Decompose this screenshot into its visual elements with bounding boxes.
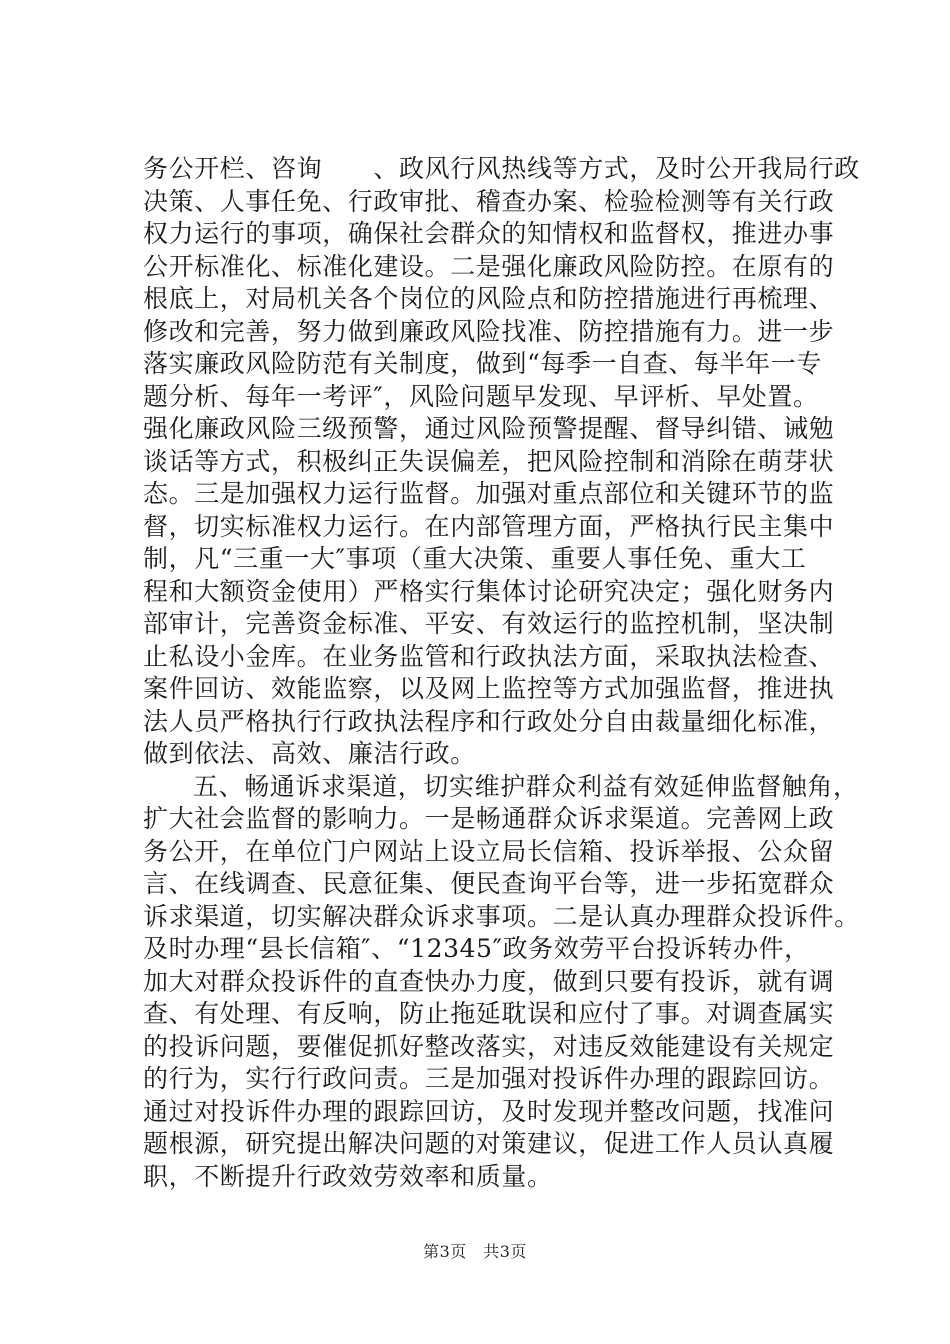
text-line: 务公开栏、咨询 、政风行风热线等方式，及时公开我局行政 [143, 154, 860, 183]
text-line: 落实廉政风险防范有关制度，做到“每季一自查、每半年一专 [143, 349, 822, 378]
section-heading-line: 五、畅通诉求渠道，切实维护群众利益有效延伸监督触角， [193, 771, 859, 801]
text-line: 修改和完善，努力做到廉政风险找准、防控措施有力。进一步 [143, 316, 835, 346]
text-line: 强化廉政风险三级预警，通过风险预警提醒、督导纠错、诫勉 [143, 414, 835, 443]
text-line: 权力运行的事项，确保社会群众的知情权和监督权，推进办事 [143, 219, 835, 248]
text-line: 法人员严格执行行政执法程序和行政处分自由裁量细化标准， [143, 706, 835, 736]
text-line: 加大对群众投诉件的直查快办力度，做到只要有投诉，就有调 [143, 966, 835, 996]
text-line: 言、在线调查、民意征集、便民查询平台等，进一步拓宽群众 [143, 869, 835, 898]
text-line: 公开标准化、标准化建设。二是强化廉政风险防控。在原有的 [143, 251, 835, 281]
text-line: 态。三是加强权力运行监督。加强对重点部位和关键环节的监 [143, 479, 835, 508]
text-line: 诉求渠道，切实解决群众诉求事项。二是认真办理群众投诉件。 [143, 901, 860, 931]
text-line: 止私设小金库。在业务监管和行政执法方面，采取执法检查、 [143, 641, 835, 671]
text-line: 督，切实标准权力运行。在内部管理方面，严格执行民主集中 [143, 511, 835, 541]
text-line: 查、有处理、有反响，防止拖延耽误和应付了事。对调查属实 [143, 999, 835, 1028]
page-number-footer: 第3页 共3页 [423, 1242, 527, 1261]
text-line: 制，凡“三重一大″事项（重大决策、重要人事任免、重大工 [143, 544, 807, 573]
text-line: 扩大社会监督的影响力。一是畅通群众诉求渠道。完善网上政 [143, 804, 835, 833]
text-line: 部审计，完善资金标准、平安、有效运行的监控机制，坚决制 [143, 609, 835, 638]
text-line: 谈话等方式，积极纠正失误偏差，把风险控制和消除在萌芽状 [143, 446, 835, 476]
text-line: 题分析、每年一考评″，风险问题早发现、早评析、早处置。 [143, 381, 819, 411]
text-line: 题根源，研究提出解决问题的对策建议，促进工作人员认真履 [143, 1129, 835, 1158]
text-line: 务公开，在单位门户网站上设立局长信箱、投诉举报、公众留 [143, 836, 835, 866]
text-line: 程和大额资金使用）严格实行集体讨论研究决定；强化财务内 [143, 576, 835, 606]
text-line: 根底上，对局机关各个岗位的风险点和防控措施进行再梳理、 [143, 284, 835, 313]
text-line: 的行为，实行行政问责。三是加强对投诉件办理的跟踪回访。 [143, 1064, 835, 1093]
text-line: 的投诉问题，要催促抓好整改落实，对违反效能建设有关规定 [143, 1031, 835, 1061]
text-line: 决策、人事任免、行政审批、稽查办案、检验检测等有关行政 [143, 186, 835, 216]
text-line: 职，不断提升行政效劳效率和质量。 [143, 1161, 553, 1191]
text-line: 做到依法、高效、廉洁行政。 [143, 739, 476, 768]
text-line: 通过对投诉件办理的跟踪回访，及时发现并整改问题，找准问 [143, 1096, 835, 1126]
body-text [143, 153, 860, 1193]
text-line: 及时办理“县长信箱″、“12345″政务效劳平台投诉转办件， [143, 934, 810, 963]
text-line: 案件回访、效能监察，以及网上监控等方式加强监督，推进执 [143, 674, 835, 703]
